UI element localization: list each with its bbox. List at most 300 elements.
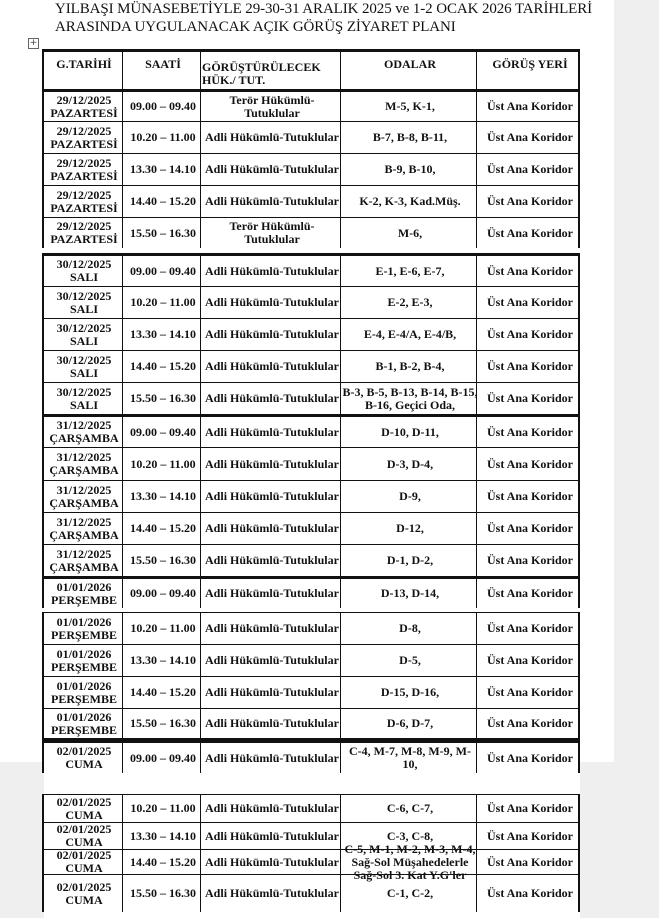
table-row — [42, 89, 580, 121]
rooms-cell-text: D-5, — [399, 653, 421, 667]
date-cell — [44, 875, 124, 912]
who-cell — [202, 186, 342, 217]
place-cell-text: Üst Ana Koridor — [486, 456, 573, 471]
day-text: ÇARŞAMBA — [49, 559, 119, 574]
time-cell-text: 09.00 – 09.40 — [130, 586, 196, 600]
place-cell — [478, 795, 582, 822]
place-cell — [478, 319, 582, 350]
day-text: SALI — [69, 301, 98, 316]
date-cell — [44, 319, 124, 350]
table-row — [42, 185, 580, 217]
who-cell-text: Terör Hükümlü-Tutuklular — [229, 92, 315, 120]
place-cell — [478, 579, 582, 608]
who-cell-text: Adli Hükümlü-Tutuklular — [205, 750, 339, 765]
who-cell — [202, 92, 342, 121]
who-cell — [202, 795, 342, 822]
who-cell — [202, 645, 342, 676]
date-text: 30/12/2025 — [56, 257, 112, 271]
table-row — [42, 740, 580, 773]
rooms-cell — [342, 841, 478, 882]
title-line-2: ARASINDA UYGULANACAK AÇIK GÖRÜŞ ZİYARET PLANI — [55, 19, 456, 35]
window-background-right — [614, 0, 659, 918]
who-cell — [202, 319, 342, 350]
date-text: 31/12/2025 — [56, 514, 112, 529]
table-row — [42, 576, 580, 608]
date-cell — [44, 92, 124, 121]
time-cell — [124, 645, 202, 676]
date-text: 01/01/2026 — [56, 678, 112, 693]
table-row — [42, 612, 580, 644]
day-text: SALI — [69, 365, 98, 380]
who-cell-text: Adli Hükümlü-Tutuklular — [205, 828, 339, 843]
table-row — [42, 447, 580, 480]
rooms-cell-text: C-3, C-8, — [386, 828, 434, 843]
rooms-cell — [342, 287, 478, 318]
day-text: PAZARTESİ — [50, 136, 118, 151]
date-text: 29/12/2025 — [56, 219, 112, 233]
time-cell — [124, 513, 202, 544]
day-text: PAZARTESİ — [50, 200, 118, 215]
place-cell-text: Üst Ana Koridor — [486, 521, 573, 535]
day-text: CUMA — [65, 835, 103, 849]
rooms-cell — [342, 613, 478, 644]
date-cell — [44, 709, 124, 738]
place-cell — [478, 218, 582, 248]
date-cell — [44, 823, 124, 849]
date-text: 30/12/2025 — [56, 320, 112, 335]
table-row — [42, 544, 580, 576]
rooms-cell — [342, 186, 478, 217]
time-cell-text: 09.00 – 09.40 — [130, 424, 196, 439]
date-cell — [44, 383, 124, 414]
who-cell — [202, 743, 342, 773]
date-text: 02/01/2025 — [56, 879, 112, 894]
date-cell — [44, 122, 124, 153]
place-cell-text: Üst Ana Koridor — [486, 586, 573, 600]
date-text: 30/12/2025 — [56, 288, 112, 303]
header-who-line2: HÜK./ TUT. — [202, 72, 266, 87]
who-cell-text: Adli Hükümlü-Tutuklular — [205, 162, 339, 176]
date-cell — [44, 613, 124, 644]
who-cell — [202, 850, 342, 874]
place-cell-text: Üst Ana Koridor — [486, 653, 573, 667]
date-text: 02/01/2025 — [56, 848, 112, 862]
place-cell-text: Üst Ana Koridor — [486, 685, 573, 699]
who-cell — [202, 218, 342, 248]
date-cell — [44, 545, 124, 576]
date-text: 01/01/2026 — [56, 614, 112, 629]
rooms-cell-text: E-2, E-3, — [387, 295, 433, 309]
day-text: ÇARŞAMBA — [49, 495, 119, 510]
who-cell — [202, 417, 342, 447]
place-cell — [478, 513, 582, 544]
table-row — [42, 153, 580, 185]
table-row — [42, 414, 580, 447]
rooms-cell — [342, 256, 478, 286]
document-title — [55, 0, 615, 36]
place-cell — [478, 448, 582, 480]
who-cell-text: Adli Hükümlü-Tutuklular — [205, 854, 339, 869]
who-cell-text: Adli Hükümlü-Tutuklular — [205, 586, 339, 600]
date-cell — [44, 287, 124, 318]
who-cell — [202, 287, 342, 318]
time-cell-text: 09.00 – 09.40 — [130, 750, 196, 765]
rooms-cell-text: B-7, B-8, B-11, — [372, 130, 448, 144]
table-row — [42, 841, 580, 882]
place-cell — [478, 481, 582, 512]
header-place-text: GÖRÜŞ YERİ — [492, 57, 568, 71]
who-cell-text: Adli Hükümlü-Tutuklular — [205, 653, 339, 667]
time-cell-text: 10.20 – 11.00 — [130, 295, 196, 309]
date-text: 31/12/2025 — [56, 418, 112, 432]
date-text: 01/01/2026 — [56, 709, 112, 724]
time-cell-text: 09.00 – 09.40 — [130, 263, 196, 278]
who-cell — [202, 513, 342, 544]
time-cell-text: 09.00 – 09.40 — [130, 99, 196, 113]
rooms-cell-text: E-4, E-4/A, E-4/B, — [363, 327, 457, 341]
who-cell — [202, 875, 342, 912]
table-row — [42, 350, 580, 382]
who-cell-text: Adli Hükümlü-Tutuklular — [205, 553, 339, 567]
time-cell — [124, 481, 202, 512]
place-cell — [478, 743, 582, 773]
time-cell — [124, 383, 202, 414]
rooms-cell — [342, 875, 478, 912]
date-text: 29/12/2025 — [56, 92, 112, 107]
rooms-cell-text: D-8, — [399, 621, 421, 635]
date-text: 31/12/2025 — [56, 450, 112, 464]
time-cell-text: 13.30 – 14.10 — [130, 327, 196, 341]
move-cross-icon[interactable]: + — [29, 38, 38, 48]
place-cell — [478, 823, 582, 849]
rooms-cell — [342, 545, 478, 576]
place-cell-text: Üst Ana Koridor — [486, 391, 573, 405]
day-text: PAZARTESİ — [50, 168, 118, 183]
rooms-cell-text: D-12, — [396, 521, 424, 535]
who-cell-text: Adli Hükümlü-Tutuklular — [205, 391, 339, 405]
time-cell — [124, 823, 202, 849]
rooms-cell — [342, 513, 478, 544]
day-text: CUMA — [65, 757, 103, 771]
rooms-cell-text: B-9, B-10, — [384, 162, 436, 176]
day-text: PERŞEMBE — [50, 592, 117, 607]
date-text: 01/01/2026 — [56, 646, 112, 661]
header-rooms-text: ODALAR — [383, 57, 436, 71]
time-cell — [124, 795, 202, 822]
place-cell — [478, 186, 582, 217]
time-cell — [124, 218, 202, 248]
day-text: ÇARŞAMBA — [49, 527, 119, 542]
rooms-cell — [342, 383, 478, 414]
rooms-cell — [342, 795, 478, 822]
day-text: SALI — [69, 270, 98, 284]
rooms-cell-text: D-15, D-16, — [380, 685, 440, 699]
rooms-cell-text: D-9, — [399, 489, 421, 503]
who-cell-text: Adli Hükümlü-Tutuklular — [205, 130, 339, 144]
who-cell — [202, 709, 342, 738]
place-cell — [478, 875, 582, 912]
rooms-cell-text: B-3, B-5, B-13, B-14, B-15, B-16, Geçici Oda, — [342, 384, 478, 412]
who-cell — [202, 545, 342, 576]
place-cell-text: Üst Ana Koridor — [486, 225, 573, 240]
rooms-cell-text: C-1, C-2, — [386, 886, 434, 900]
time-cell-text: 10.20 – 11.00 — [130, 801, 196, 815]
rooms-cell-text: D-6, D-7, — [386, 716, 434, 730]
place-cell-text: Üst Ana Koridor — [486, 553, 573, 567]
table-row — [42, 822, 580, 849]
table-row — [42, 874, 580, 912]
time-cell-text: 14.40 – 15.20 — [130, 521, 196, 535]
place-cell — [478, 545, 582, 576]
place-cell — [478, 709, 582, 738]
place-cell-text: Üst Ana Koridor — [486, 621, 573, 635]
date-text: 29/12/2025 — [56, 187, 112, 202]
who-cell-text: Adli Hükümlü-Tutuklular — [205, 521, 339, 535]
time-cell — [124, 709, 202, 738]
rooms-cell-text: D-3, D-4, — [386, 456, 434, 471]
who-cell — [202, 613, 342, 644]
rooms-cell-text: C-4, M-7, M-8, M-9, M-10, — [349, 744, 471, 771]
time-cell — [124, 256, 202, 286]
place-cell-text: Üst Ana Koridor — [486, 130, 573, 144]
day-text: PAZARTESİ — [50, 232, 118, 246]
who-cell — [202, 823, 342, 849]
date-text: 31/12/2025 — [56, 546, 112, 561]
who-cell-text: Adli Hükümlü-Tutuklular — [205, 489, 339, 503]
time-cell — [124, 677, 202, 708]
day-text: SALI — [69, 397, 98, 412]
time-cell — [124, 613, 202, 644]
time-cell-text: 13.30 – 14.10 — [130, 828, 196, 843]
date-text: 29/12/2025 — [56, 155, 112, 170]
place-cell-text: Üst Ana Koridor — [486, 162, 573, 176]
place-cell-text: Üst Ana Koridor — [486, 886, 573, 900]
rooms-cell-text: D-10, D-11, — [381, 424, 439, 439]
table-row — [42, 644, 580, 676]
place-cell — [478, 613, 582, 644]
rooms-cell-text: E-1, E-6, E-7, — [375, 263, 445, 278]
day-text: ÇARŞAMBA — [49, 431, 119, 445]
date-cell — [44, 417, 124, 447]
date-cell — [44, 351, 124, 382]
time-cell — [124, 579, 202, 608]
date-text: 29/12/2025 — [56, 123, 112, 138]
who-cell — [202, 383, 342, 414]
time-cell — [124, 850, 202, 874]
place-cell — [478, 850, 582, 874]
table-row — [42, 512, 580, 544]
date-cell — [44, 677, 124, 708]
place-cell — [478, 287, 582, 318]
rooms-cell — [342, 351, 478, 382]
who-cell-text: Adli Hükümlü-Tutuklular — [205, 327, 339, 341]
header-place — [478, 52, 582, 89]
date-text: 30/12/2025 — [56, 352, 112, 367]
time-cell — [124, 319, 202, 350]
date-text: 31/12/2025 — [56, 482, 112, 497]
time-cell-text: 15.50 – 16.30 — [130, 391, 196, 405]
place-cell — [478, 256, 582, 286]
date-text: 01/01/2026 — [56, 579, 112, 594]
time-cell — [124, 875, 202, 912]
date-cell — [44, 154, 124, 185]
header-time-text: SAATİ — [145, 57, 181, 71]
table-header-row — [42, 49, 580, 89]
rooms-cell — [342, 218, 478, 248]
who-cell-text: Adli Hükümlü-Tutuklular — [205, 621, 339, 635]
date-cell — [44, 795, 124, 822]
header-who — [202, 52, 342, 89]
time-cell — [124, 287, 202, 318]
date-text: 30/12/2025 — [56, 384, 112, 399]
place-cell-text: Üst Ana Koridor — [486, 295, 573, 309]
place-cell — [478, 677, 582, 708]
place-cell-text: Üst Ana Koridor — [486, 99, 573, 113]
place-cell-text: Üst Ana Koridor — [486, 263, 573, 278]
who-cell-text: Adli Hükümlü-Tutuklular — [205, 194, 339, 208]
time-cell-text: 14.40 – 15.20 — [130, 359, 196, 373]
date-cell — [44, 743, 124, 773]
table-row — [42, 708, 580, 740]
time-cell — [124, 122, 202, 153]
time-cell-text: 15.50 – 16.30 — [130, 886, 196, 900]
time-cell — [124, 186, 202, 217]
time-cell-text: 10.20 – 11.00 — [130, 130, 196, 144]
day-text: PERŞEMBE — [50, 691, 117, 706]
date-cell — [44, 513, 124, 544]
time-cell-text: 13.30 – 14.10 — [130, 489, 196, 503]
place-cell-text: Üst Ana Koridor — [486, 194, 573, 208]
who-cell — [202, 579, 342, 608]
table-row — [42, 318, 580, 350]
place-cell — [478, 154, 582, 185]
date-text: 02/01/2025 — [56, 822, 112, 836]
place-cell-text: Üst Ana Koridor — [486, 327, 573, 341]
place-cell — [478, 351, 582, 382]
date-cell — [44, 645, 124, 676]
place-cell — [478, 383, 582, 414]
day-text: SALI — [69, 333, 98, 348]
rooms-cell — [342, 645, 478, 676]
rooms-cell — [342, 417, 478, 447]
day-text: PERŞEMBE — [50, 627, 117, 642]
who-cell — [202, 122, 342, 153]
time-cell-text: 14.40 – 15.20 — [130, 685, 196, 699]
date-cell — [44, 186, 124, 217]
place-cell-text: Üst Ana Koridor — [486, 828, 573, 843]
rooms-cell — [342, 154, 478, 185]
time-cell-text: 13.30 – 14.10 — [130, 162, 196, 176]
table-row — [42, 382, 580, 414]
time-cell — [124, 743, 202, 773]
who-cell-text: Adli Hükümlü-Tutuklular — [205, 886, 339, 900]
day-text: CUMA — [65, 807, 103, 822]
rooms-cell — [342, 122, 478, 153]
day-text: PAZARTESİ — [50, 105, 118, 120]
rooms-cell — [342, 709, 478, 738]
place-cell-text: Üst Ana Koridor — [486, 424, 573, 439]
date-cell — [44, 481, 124, 512]
who-cell-text: Terör Hükümlü-Tutuklular — [229, 219, 315, 246]
header-time — [124, 52, 202, 89]
place-cell — [478, 122, 582, 153]
day-text: CUMA — [65, 861, 103, 875]
who-cell — [202, 481, 342, 512]
table-row — [42, 794, 580, 822]
time-cell-text: 15.50 – 16.30 — [130, 225, 196, 240]
date-text: 02/01/2025 — [56, 794, 112, 809]
rooms-cell-text: C-6, C-7, — [386, 801, 434, 815]
date-cell — [44, 448, 124, 480]
who-cell-text: Adli Hükümlü-Tutuklular — [205, 359, 339, 373]
time-cell-text: 14.40 – 15.20 — [130, 194, 196, 208]
rooms-cell-text: C-5, M-1, M-2, M-3, M-4, Sağ-Sol Müşahedelerle Sağ-Sol 3. Kat Y.G'ler — [344, 841, 476, 882]
date-text: 02/01/2025 — [56, 744, 112, 758]
place-cell — [478, 92, 582, 121]
place-cell-text: Üst Ana Koridor — [486, 359, 573, 373]
time-cell — [124, 417, 202, 447]
header-date-text: G.TARİHİ — [56, 57, 112, 71]
time-cell-text: 14.40 – 15.20 — [130, 854, 196, 869]
day-text: PERŞEMBE — [50, 722, 117, 737]
who-cell-text: Adli Hükümlü-Tutuklular — [205, 456, 339, 471]
rooms-cell-text: M-5, K-1, — [385, 99, 435, 113]
day-text: PERŞEMBE — [50, 659, 117, 674]
who-cell-text: Adli Hükümlü-Tutuklular — [205, 716, 339, 730]
table-row — [42, 480, 580, 512]
time-cell — [124, 351, 202, 382]
table-row — [42, 217, 580, 248]
who-cell — [202, 154, 342, 185]
date-cell — [44, 850, 124, 874]
rooms-cell — [342, 743, 478, 773]
day-text: CUMA — [65, 892, 103, 907]
rooms-cell — [342, 579, 478, 608]
rooms-cell — [342, 481, 478, 512]
who-cell — [202, 351, 342, 382]
title-line-1: YILBAŞI MÜNASEBETİYLE 29-30-31 ARALIK 2025 ve 1-2 OCAK 2026 TARİHLERİ — [55, 1, 592, 17]
time-cell-text: 10.20 – 11.00 — [130, 456, 196, 471]
rooms-cell-text: B-1, B-2, B-4, — [375, 359, 445, 373]
header-who-line1: GÖRÜŞTÜRÜLECEK — [202, 59, 321, 74]
time-cell-text: 13.30 – 14.10 — [130, 653, 196, 667]
rooms-cell — [342, 677, 478, 708]
place-cell — [478, 417, 582, 447]
rooms-cell — [342, 448, 478, 480]
place-cell-text: Üst Ana Koridor — [486, 854, 573, 869]
rooms-cell-text: D-13, D-14, — [380, 586, 440, 600]
date-cell — [44, 218, 124, 248]
time-cell-text: 15.50 – 16.30 — [130, 553, 196, 567]
table-row — [42, 253, 580, 286]
place-cell-text: Üst Ana Koridor — [486, 716, 573, 730]
date-cell — [44, 579, 124, 608]
who-cell-text: Adli Hükümlü-Tutuklular — [205, 295, 339, 309]
date-cell — [44, 256, 124, 286]
time-cell-text: 15.50 – 16.30 — [130, 716, 196, 730]
place-cell — [478, 645, 582, 676]
who-cell — [202, 677, 342, 708]
who-cell-text: Adli Hükümlü-Tutuklular — [205, 685, 339, 699]
rooms-cell-text: K-2, K-3, Kad.Müş. — [359, 194, 461, 208]
who-cell-text: Adli Hükümlü-Tutuklular — [205, 263, 339, 278]
time-cell — [124, 545, 202, 576]
time-cell — [124, 448, 202, 480]
time-cell — [124, 154, 202, 185]
who-cell-text: Adli Hükümlü-Tutuklular — [205, 801, 339, 815]
table-row — [42, 676, 580, 708]
time-cell — [124, 92, 202, 121]
